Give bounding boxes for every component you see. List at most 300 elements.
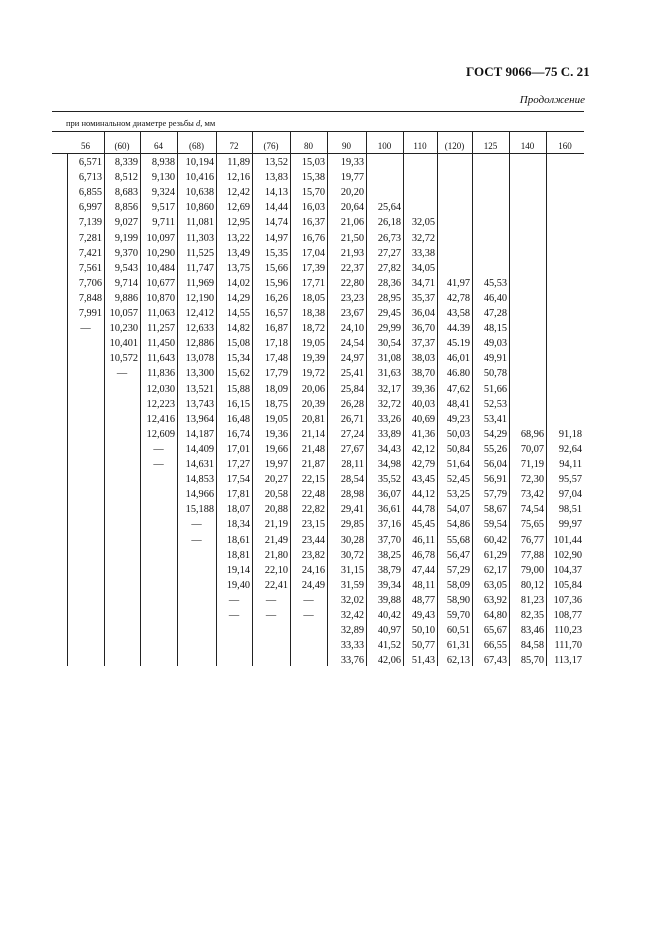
left-table-edge: [67, 153, 68, 666]
table-cell: 18,05: [301, 292, 325, 304]
table-cell: 15,88: [226, 383, 250, 395]
table-cell: 40,03: [411, 398, 435, 410]
table-cell: 12,412: [185, 308, 214, 319]
table-cell: 50,78: [483, 368, 507, 380]
table-cell: 22,41: [264, 579, 288, 591]
table-cell: 12,633: [185, 323, 214, 335]
table-cell: 7,848: [78, 292, 102, 304]
table-cell: 41,52: [377, 640, 401, 652]
table-cell: 31,63: [377, 368, 401, 380]
table-cell: 48,11: [412, 579, 435, 591]
table-cell: 10,860: [185, 202, 214, 214]
table-caption: [66, 118, 215, 128]
table-cell: 26,28: [340, 398, 364, 410]
table-cell: —: [228, 594, 240, 606]
table-cell: 6,713: [78, 172, 102, 184]
table-cell: —: [265, 594, 277, 606]
table-cell: 7,139: [78, 217, 102, 229]
table-cell: 29,45: [377, 308, 401, 319]
table-cell: 44.39: [446, 323, 470, 335]
table-cell: 35,37: [411, 292, 435, 304]
table-cell: 81,23: [520, 594, 544, 606]
table-cell: 46,40: [483, 292, 507, 304]
table-cell: 107,36: [553, 594, 582, 606]
table-cell: 102,90: [553, 549, 582, 561]
table-cell: 39,36: [411, 383, 435, 395]
table-cell: 17,01: [226, 443, 250, 455]
table-cell: 54,07: [446, 504, 470, 516]
table-cell: 40,42: [377, 610, 401, 621]
column-header: 140: [520, 141, 535, 151]
table-cell: 47,28: [483, 308, 507, 319]
table-cell: 44,12: [411, 489, 435, 501]
table-cell: 24,10: [340, 323, 364, 335]
table-cell: 7,991: [78, 308, 102, 319]
table-cell: 13,52: [264, 157, 288, 168]
caption-suffix: , мм: [200, 118, 216, 128]
table-cell: 7,281: [78, 232, 102, 244]
table-cell: 10,638: [185, 187, 214, 199]
table-cell: 20,06: [301, 383, 325, 395]
table-cell: 26,18: [377, 217, 401, 229]
table-cell: 58,67: [483, 504, 507, 516]
table-cell: 49,23: [446, 413, 470, 425]
table-cell: 36,07: [377, 489, 401, 501]
table-cell: 39,88: [377, 594, 401, 606]
table-cell: 62,17: [483, 564, 507, 576]
table-cell: 73,42: [520, 489, 544, 501]
table-cell: 105,84: [553, 579, 582, 591]
table-cell: 25,84: [340, 383, 364, 395]
table-cell: 18,09: [264, 383, 288, 395]
table-cell: 38,03: [411, 353, 435, 365]
table-cell: 32,17: [377, 383, 401, 395]
table-cell: 28,36: [377, 277, 401, 289]
table-cell: 27,24: [340, 428, 364, 440]
table-cell: 16,26: [264, 292, 288, 304]
table-cell: 16,74: [226, 428, 250, 440]
table-cell: 35,52: [377, 474, 401, 486]
table-cell: 64,80: [483, 610, 507, 621]
table-cell: 111,70: [554, 640, 582, 652]
table-cell: 17,54: [226, 474, 250, 486]
table-cell: 11,89: [227, 157, 250, 168]
table-cell: 9,543: [114, 262, 138, 274]
table-cell: 15,38: [301, 172, 325, 184]
table-cell: 76,77: [520, 534, 544, 546]
column-header: 110: [413, 141, 427, 151]
table-cell: 11,063: [147, 308, 175, 319]
table-cell: 53,25: [446, 489, 470, 501]
table-cell: 9,517: [151, 202, 175, 214]
table-cell: 62,13: [446, 655, 470, 667]
table-cell: 50,77: [411, 640, 435, 652]
table-cell: 20,20: [340, 187, 364, 199]
table-cell: 29,99: [377, 323, 401, 335]
table-cell: 14,74: [264, 217, 288, 229]
table-cell: 14,82: [226, 323, 250, 335]
table-cell: 42,06: [377, 655, 401, 667]
column-header: 80: [304, 141, 313, 151]
table-cell: 9,130: [151, 172, 175, 184]
table-cell: 22,15: [301, 474, 325, 486]
table-cell: 13,22: [226, 232, 250, 244]
table-cell: 95,57: [558, 474, 582, 486]
table-cell: 110,23: [554, 625, 582, 637]
table-cell: 19,72: [301, 368, 325, 380]
table-cell: 18,07: [226, 504, 250, 516]
table-cell: 18,81: [226, 549, 250, 561]
table-cell: 49,91: [483, 353, 507, 365]
table-cell: 43,58: [446, 308, 470, 319]
header-top-rule: [52, 131, 584, 132]
table-cell: 44,78: [411, 504, 435, 516]
table-cell: 33,26: [377, 413, 401, 425]
column-header: (60): [114, 141, 130, 151]
continuation-label: Продолжение: [519, 94, 585, 106]
table-cell: 17,18: [264, 338, 288, 350]
table-cell: 19,14: [226, 564, 250, 576]
table-cell: 32,72: [411, 232, 435, 244]
table-cell: 10,230: [109, 323, 138, 335]
table-cell: 10,572: [109, 353, 138, 365]
table-cell: 47,62: [446, 383, 470, 395]
table-cell: 56,04: [483, 459, 507, 470]
table-cell: 12,190: [185, 292, 214, 304]
table-cell: 48,41: [446, 398, 470, 410]
table-cell: 11,643: [147, 353, 175, 365]
table-cell: 24,49: [301, 579, 325, 591]
table-cell: 52,45: [446, 474, 470, 486]
table-cell: 14,55: [226, 308, 250, 319]
table-cell: 16,76: [301, 232, 325, 244]
table-cell: 16,37: [301, 217, 325, 229]
table-cell: 19,05: [264, 413, 288, 425]
table-cell: 9,027: [114, 217, 138, 229]
table-cell: 17,79: [264, 368, 288, 380]
table-cell: 45,53: [483, 277, 507, 289]
table-cell: 27,67: [340, 443, 364, 455]
table-cell: 23,82: [301, 549, 325, 561]
table-cell: 36,61: [377, 504, 401, 516]
table-cell: 14,966: [185, 489, 214, 501]
table-cell: 37,70: [377, 534, 401, 546]
table-cell: 19,97: [264, 459, 288, 470]
table-cell: 91,18: [558, 428, 582, 440]
table-cell: 19,77: [340, 172, 364, 184]
table-cell: 34,05: [411, 262, 435, 274]
table-cell: 50,10: [411, 625, 435, 637]
table-cell: 28,11: [341, 459, 364, 470]
table-cell: 12,609: [146, 428, 175, 440]
table-cell: 7,421: [78, 247, 102, 259]
table-cell: 14,853: [185, 474, 214, 486]
table-cell: 10,194: [185, 157, 214, 168]
table-cell: 8,856: [114, 202, 138, 214]
table-cell: 20,88: [264, 504, 288, 516]
table-cell: 41,36: [411, 428, 435, 440]
table-cell: —: [228, 610, 240, 621]
table-cell: 68,96: [520, 428, 544, 440]
table-cell: 40,69: [411, 413, 435, 425]
table-cell: 14,13: [264, 187, 288, 199]
table-cell: 15,70: [301, 187, 325, 199]
table-cell: 11,969: [186, 277, 214, 289]
table-cell: 94,11: [559, 459, 582, 470]
table-cell: 18,34: [226, 519, 250, 531]
table-cell: 12,416: [146, 413, 175, 425]
table-cell: 29,85: [340, 519, 364, 531]
table-cell: 42,12: [411, 443, 435, 455]
table-cell: 10,401: [109, 338, 138, 350]
table-cell: 14,97: [264, 232, 288, 244]
table-cell: 36,70: [411, 323, 435, 335]
table-cell: 34,43: [377, 443, 401, 455]
table-cell: 9,324: [151, 187, 175, 199]
table-cell: 9,199: [114, 232, 138, 244]
table-cell: 27,27: [377, 247, 401, 259]
table-cell: 50,03: [446, 428, 470, 440]
column-header: 56: [81, 141, 90, 151]
table-cell: 17,27: [226, 459, 250, 470]
table-cell: 60,51: [446, 625, 470, 637]
column-header: 160: [558, 141, 572, 151]
table-cell: 49,43: [411, 610, 435, 621]
table-cell: 6,855: [78, 187, 102, 199]
table-cell: 18,38: [301, 308, 325, 319]
header-bottom-rule: [52, 153, 584, 154]
table-cell: 21,87: [301, 459, 325, 470]
table-cell: —: [303, 594, 314, 606]
table-cell: 11,450: [147, 338, 175, 350]
table-cell: 17,48: [264, 353, 288, 365]
table-cell: 10,097: [146, 232, 175, 244]
table-cell: 9,714: [114, 277, 138, 289]
table-cell: 92,64: [558, 443, 582, 455]
table-cell: 18,61: [226, 534, 250, 546]
table-cell: 50,84: [446, 443, 470, 455]
table-cell: 48,15: [483, 323, 507, 335]
table-cell: 32,05: [411, 217, 435, 229]
table-cell: 21,48: [301, 443, 325, 455]
table-cell: 19,36: [264, 428, 288, 440]
table-cell: 7,561: [78, 262, 102, 274]
table-cell: 65,67: [483, 625, 507, 637]
table-cell: 32,72: [377, 398, 401, 410]
table-cell: 16,57: [264, 308, 288, 319]
table-cell: 11,747: [186, 262, 214, 274]
table-cell: 36,04: [411, 308, 435, 319]
table-cell: 56,91: [483, 474, 507, 486]
table-cell: —: [191, 519, 202, 531]
table-cell: —: [303, 610, 314, 621]
table-cell: 11,081: [186, 217, 214, 229]
table-cell: 15,34: [226, 353, 250, 365]
table-cell: 20,27: [264, 474, 288, 486]
table-cell: 101,44: [553, 534, 582, 546]
table-cell: 53,41: [483, 413, 507, 425]
table-cell: 45,45: [411, 519, 435, 531]
table-cell: 33,33: [340, 640, 364, 652]
table-cell: 14,631: [185, 459, 214, 470]
table-cell: —: [191, 534, 202, 546]
column-header: 90: [342, 141, 351, 151]
table-cell: 28,95: [377, 292, 401, 304]
table-cell: 63,92: [483, 594, 507, 606]
table-cell: 16,87: [264, 323, 288, 335]
table-cell: 12,69: [226, 202, 250, 214]
table-cell: 61,31: [446, 640, 470, 652]
table-cell: 83,46: [520, 625, 544, 637]
column-header: 72: [229, 141, 239, 151]
table-cell: 82,35: [520, 610, 544, 621]
table-cell: 108,77: [553, 610, 582, 621]
table-cell: 25,41: [340, 368, 364, 380]
page-header: ГОСТ 9066—75 С. 21: [466, 64, 590, 79]
table-cell: 19,33: [340, 157, 364, 168]
table-cell: 11,525: [186, 247, 214, 259]
table-cell: 34,71: [411, 277, 435, 289]
table-cell: 104,37: [553, 564, 582, 576]
table-cell: 38,70: [411, 368, 435, 380]
table-cell: 32,02: [340, 594, 364, 606]
table-cell: 47,44: [411, 564, 435, 576]
table-cell: 28,98: [340, 489, 364, 501]
table-cell: 38,25: [377, 549, 401, 561]
table-cell: 59,54: [483, 519, 507, 531]
table-cell: 55,26: [483, 443, 507, 455]
table-cell: 11,257: [147, 323, 175, 335]
table-cell: 31,08: [377, 353, 401, 365]
table-cell: 19,66: [264, 443, 288, 455]
table-cell: 98,51: [558, 504, 582, 516]
table-cell: 30,72: [340, 549, 364, 561]
table-cell: 13,49: [226, 247, 250, 259]
table-cell: 6,997: [78, 202, 102, 214]
table-cell: 75,65: [520, 519, 544, 531]
table-cell: 28,54: [340, 474, 364, 486]
table-cell: 16,48: [226, 413, 250, 425]
table-cell: 80,12: [520, 579, 544, 591]
table-cell: 19,39: [301, 353, 325, 365]
column-header: 100: [377, 141, 392, 151]
table-cell: 40,97: [377, 625, 401, 637]
table-cell: 24,54: [340, 338, 364, 350]
table-cell: 51,66: [483, 383, 507, 395]
table-cell: 30,54: [377, 338, 401, 350]
table-cell: —: [116, 368, 128, 380]
table-cell: 39,34: [377, 579, 401, 591]
table-cell: 13,300: [185, 368, 214, 380]
table-cell: 41,97: [446, 277, 470, 289]
table-cell: 97,04: [558, 489, 582, 501]
table-cell: 51,64: [446, 459, 470, 470]
table-cell: 14,44: [264, 202, 288, 214]
table-cell: 66,55: [483, 640, 507, 652]
table-cell: 12,030: [146, 383, 175, 395]
table-cell: 55,68: [446, 534, 470, 546]
table-cell: 37,37: [411, 338, 435, 350]
table-cell: 14,29: [226, 292, 250, 304]
table-cell: 34,98: [377, 459, 401, 470]
table-cell: 17,81: [226, 489, 250, 501]
table-cell: 20,64: [340, 202, 364, 214]
table-cell: 12,42: [226, 187, 250, 199]
table-cell: 15,03: [301, 157, 325, 168]
table-cell: 7,706: [78, 277, 102, 289]
table-cell: 21,93: [340, 247, 364, 259]
table-cell: 15,96: [264, 277, 288, 289]
table-cell: 61,29: [483, 549, 507, 561]
table-cell: 18,72: [301, 323, 325, 335]
table-cell: 46,01: [446, 353, 470, 365]
table-cell: 8,339: [114, 157, 138, 168]
table-cell: 21,49: [264, 534, 288, 546]
table-cell: 26,73: [377, 232, 401, 244]
column-header: (120): [444, 141, 465, 151]
table-cell: 15,66: [264, 262, 288, 274]
column-header: 125: [483, 141, 498, 151]
table-cell: 57,79: [483, 489, 507, 501]
table-cell: 22,80: [340, 277, 364, 289]
table-cell: 13,521: [185, 383, 214, 395]
table-cell: 14,187: [185, 428, 214, 440]
table-cell: 85,70: [520, 655, 544, 667]
table-cell: 6,571: [78, 157, 102, 168]
table-cell: 22,10: [264, 564, 288, 576]
table-cell: 9,711: [152, 217, 175, 229]
table-cell: 12,95: [226, 217, 250, 229]
table-cell: 23,67: [340, 308, 364, 319]
table-cell: 84,58: [520, 640, 544, 652]
table-cell: 22,48: [301, 489, 325, 501]
table-cell: 70,07: [520, 443, 544, 455]
table-cell: 37,16: [377, 519, 401, 531]
table-cell: 51,43: [411, 655, 435, 667]
table-cell: 42,78: [446, 292, 470, 304]
table-cell: 15,35: [264, 247, 288, 259]
table-cell: 58,90: [446, 594, 470, 606]
table-cell: 58,09: [446, 579, 470, 591]
table-cell: 32,42: [340, 610, 364, 621]
table-cell: 77,88: [520, 549, 544, 561]
table-cell: 27,82: [377, 262, 401, 274]
table-cell: 74,54: [520, 504, 544, 516]
table-cell: 17,71: [301, 277, 325, 289]
table-cell: 18,75: [264, 398, 288, 410]
table-cell: 46,78: [411, 549, 435, 561]
table-cell: 19,40: [226, 579, 250, 591]
table-cell: —: [153, 459, 164, 470]
table-cell: 29,41: [340, 504, 364, 516]
table-cell: 63,05: [483, 579, 507, 591]
table-cell: —: [265, 610, 277, 621]
table-cell: 21,50: [340, 232, 364, 244]
table-cell: 10,484: [146, 262, 175, 274]
table-cell: —: [153, 443, 164, 455]
table-cell: 13,75: [226, 262, 250, 274]
table-cell: 67,43: [483, 655, 507, 667]
table-cell: 57,29: [446, 564, 470, 576]
table-cell: 17,04: [301, 247, 325, 259]
table-cell: 38,79: [377, 564, 401, 576]
table-cell: 11,836: [147, 368, 175, 380]
table-cell: 21,80: [264, 549, 288, 561]
table-cell: 30,28: [340, 534, 364, 546]
column-header: (76): [263, 141, 279, 151]
table-cell: 13,078: [185, 353, 214, 365]
caption-prefix: при номинальном диаметре резьбы: [66, 118, 196, 128]
